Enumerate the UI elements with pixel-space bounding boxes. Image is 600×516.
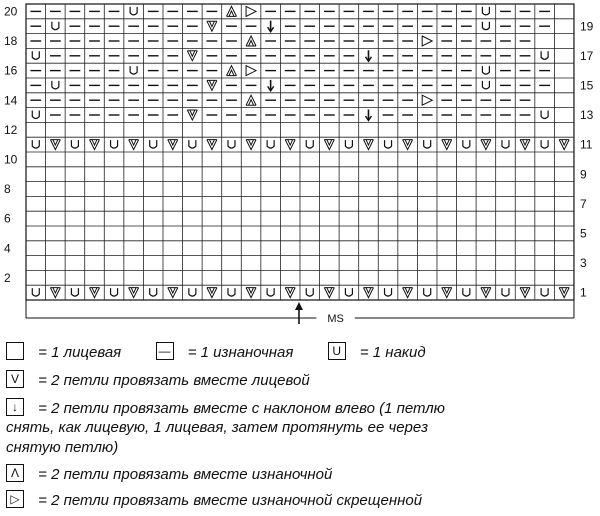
legend-knit-text: = 1 лицевая [38,344,122,361]
row-number-left: 10 [4,152,18,167]
row-number-right: 17 [579,48,594,63]
row-number-left: 14 [4,93,18,108]
row-number-right: 9 [579,167,587,182]
row-number-right: 7 [579,196,587,211]
purl-symbol-icon: — [156,342,174,360]
legend-p2tog-text: = 2 петли провязать вместе изнаночной [38,466,333,483]
p2tog-tbl-symbol-icon: ▷ [6,490,24,508]
legend-purl-text: = 1 изнаночная [187,344,294,361]
row-number-left: 18 [4,34,18,49]
row-number-right: 5 [579,226,587,241]
legend-k2tog-text: = 2 петли провязать вместе лицевой [38,372,310,389]
ssk-symbol-icon: ↓ [6,398,24,416]
legend-row-3 [6,398,445,419]
legend-row-7 [6,490,422,511]
row-number-right: 19 [579,19,594,34]
row-number-right: 11 [579,137,593,152]
legend-row-5 [6,438,118,458]
ms-label: MS [327,313,344,325]
legend-ssk-line1: = 2 петли провязать вместе с наклоном влево (1 петлю [38,400,445,417]
row-number-left: 2 [4,270,11,285]
center-arrow-head-icon [295,302,303,310]
legend-row-4 [6,418,428,438]
row-number-right: 13 [579,108,594,123]
row-number-left: 16 [4,63,18,78]
legend-ssk-line3: снятую петлю) [6,439,119,456]
row-number-left: 12 [4,122,18,137]
row-number-left: 8 [4,182,11,197]
legend-p2tog-tbl-text: = 2 петли провязать вместе изнаночной скрещенной [38,492,423,509]
row-number-left: 4 [4,241,11,256]
row-number-right: 1 [579,285,587,300]
k2tog-symbol-icon: V [6,370,24,388]
row-number-left: 20 [4,4,18,19]
p2tog-symbol-icon: Λ [6,464,24,482]
row-number-right: 3 [579,256,587,271]
legend-row-6 [6,464,332,485]
legend-ssk-line2: снять, как лицевую, 1 лицевая, затем протянуть ее через [6,419,429,436]
yo-symbol-icon: U [328,342,346,360]
legend-row-2 [6,370,310,391]
row-number-right: 15 [579,78,594,93]
legend-row-1 [6,342,426,363]
legend-yo-text: = 1 накид [359,344,426,361]
knit-symbol-icon [6,342,24,360]
row-number-left: 6 [4,211,11,226]
